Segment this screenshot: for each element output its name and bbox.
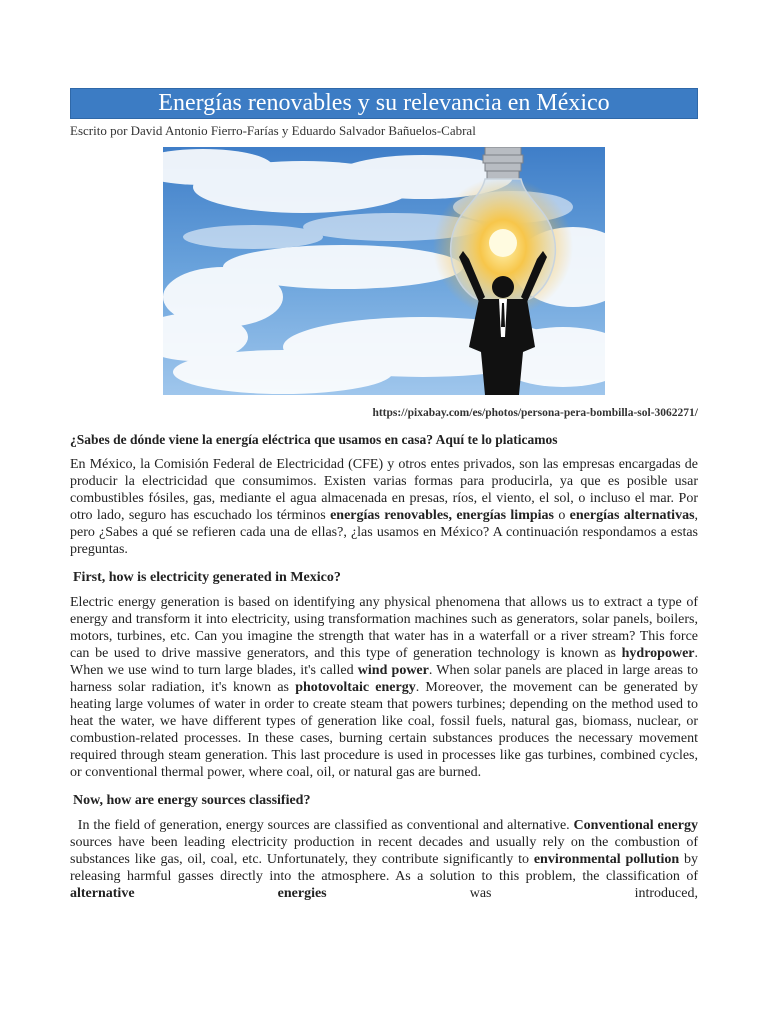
generation-paragraph: Electric energy generation is based on identifying any physical phenomena that allows us to extract a type of energy and transform it into electricity, using transformation machines such as generators, solar panels, boilers, motors, turbines, etc. Can you imagine the strength that water has in a waterfall or a river stream? This force can be used to drive massive generators, and this type of generation technology is known as hydropower. When we use wind to turn large blades, it's called wind power. When solar panels are placed in large areas to harness solar radiation, it's known as photovoltaic energy. Moreover, the movement can be generated by heating large volumes of water in order to create steam that powers turbines; depending on the method used to heat the water, we have different types of generation like coal, fossil fuels, natural gas, biomass, nuclear, or combustion-related processes. In these cases, burning certain substances produces the necessary movement required through steam generation. This last procedure is used in processes like gas turbines, combined cycles, or conventional thermal power, where coal, oil, or natural gas are burned. — [70, 595, 699, 780]
document-page — [70, 88, 698, 903]
image-caption-link[interactable]: https://pixabay.com/es/photos/persona-pera-bombilla-sol-3062271/ — [372, 407, 698, 419]
document-title: Energías renovables y su relevancia en México — [70, 88, 698, 119]
hero-image — [163, 147, 605, 395]
intro-paragraph: En México, la Comisión Federal de Electricidad (CFE) y otros entes privados, son las empresas encargadas de producir la electricidad que consumimos. Existen varias formas para producirla, ya que es posible usar combustibles fósiles, gas, mediante el agua almacenada en presas, ríos, el viento, el sol, o incluso el mar. Por otro lado, seguro has escuchado los términos energías renovables, energías limpias o energías alternativas, pero ¿Sabes a qué se refieren cada una de ellas?, ¿las usamos en México? A continuación respondamos a estas preguntas. — [70, 457, 699, 557]
authors-line: Escrito por David Antonio Fierro-Farías y Eduardo Salvador Bañuelos-Cabral — [70, 123, 476, 138]
intro-question: ¿Sabes de dónde viene la energía eléctrica que usamos en casa? Aquí te lo platicamos — [70, 432, 558, 447]
section-heading-generation: First, how is electricity generated in Mexico? — [73, 570, 341, 586]
person-holding-lightbulb-icon — [163, 147, 605, 395]
section-heading-classification: Now, how are energy sources classified? — [73, 793, 311, 809]
classification-paragraph: In the field of generation, energy sources are classified as conventional and alternative. Conventional energy sources have been leading electricity production in recent decades and usually rely on the combustion of substances like gas, oil, coal, etc. Unfortunately, they contribute significantly to environmental pollution by releasing harmful gasses directly into the atmosphere. As a solution to this problem, the classification of alternative energies was introduced, — [70, 818, 698, 902]
